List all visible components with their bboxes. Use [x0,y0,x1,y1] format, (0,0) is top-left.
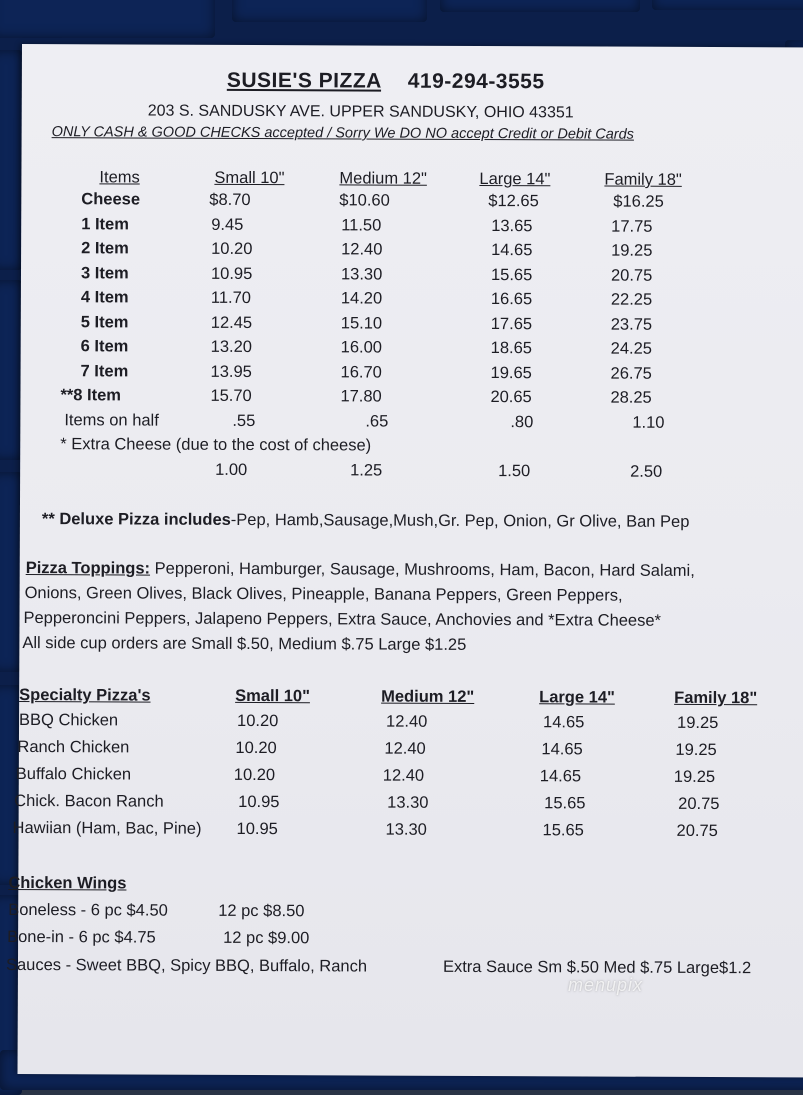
pizza-price-cell: 16.65 [490,290,533,309]
pizza-price-cell: 18.65 [490,339,533,358]
specialty-price-cell: 19.25 [675,740,717,760]
pizza-price-cell: 10.20 [211,239,253,259]
pizza-price-cell: 14.65 [491,241,533,260]
pizza-row-label: 7 Item [80,361,129,380]
pizza-price-cell: 19.25 [611,241,653,260]
pizza-price-cell: 13.20 [210,337,253,357]
wall-tile [0,50,22,270]
pizza-price-cell: 11.50 [341,215,382,235]
pizza-row-label: Cheese [81,190,141,209]
extra-cheese-label: * Extra Cheese (due to the cost of cheese) [60,435,372,455]
pizza-col-header: Large 14" [479,169,551,189]
specialty-col-header: Specialty Pizza's [19,685,151,705]
pizza-price-cell: 13.95 [210,362,252,381]
pizza-price-cell: 14.20 [340,289,383,308]
toppings-line-4: All side cup orders are Small $.50, Medium $.75 Large $1.25 [22,634,467,654]
pizza-price-cell: 13.65 [491,216,533,235]
specialty-price-cell: 10.20 [233,765,276,785]
deluxe-text: -Pep, Hamb,Sausage,Mush,Gr. Pep, Onion, Gr Olive, Ban Pep [230,510,690,531]
specialty-price-cell: 13.30 [385,820,427,839]
extra-cheese-price: 1.25 [350,461,383,480]
pizza-row-label: 6 Item [80,337,129,356]
extra-cheese-price: 1.50 [498,462,531,481]
toppings-line-1 [26,559,695,581]
pizza-price-cell: 15.70 [210,386,252,406]
pizza-row-label: 4 Item [80,288,129,307]
specialty-col-header: Large 14" [539,688,615,707]
specialty-price-cell: 19.25 [673,767,716,787]
specialty-price-cell: 19.25 [677,713,719,733]
menu-paper [5,44,803,1077]
pizza-price-cell: 11.70 [210,288,252,308]
wall-tile [232,0,427,22]
specialty-col-header: Medium 12" [381,687,475,706]
pizza-price-cell: 17.65 [490,314,533,333]
pizza-price-cell: 15.10 [340,313,383,333]
specialty-price-cell: 10.20 [235,738,277,758]
pizza-price-cell: 16.00 [340,338,383,357]
wings-bonein-12: 12 pc $9.00 [223,928,310,948]
payment-note: ONLY CASH & GOOD CHECKS accepted / Sorry We DO NO accept Credit or Debit Cards [51,124,634,143]
extra-cheese-price: 1.00 [215,460,248,479]
pizza-row-label: 5 Item [80,312,129,331]
pizza-col-header: Items [99,168,140,187]
pizza-price-cell: 12.45 [210,313,253,332]
wall-tile [0,280,22,460]
menupix-watermark: menupix [568,975,644,995]
pizza-price-cell: $8.70 [209,190,251,209]
pizza-price-cell: $12.65 [488,192,539,211]
wings-sauces: Sauces - Sweet BBQ, Spicy BBQ, Buffalo, Ranch [5,955,368,976]
pizza-price-cell: .55 [232,411,256,430]
pizza-row-label: 1 Item [81,214,129,233]
pizza-price-cell: 26.75 [610,364,652,383]
pizza-price-cell: .80 [510,412,534,431]
specialty-row-label: BBQ Chicken [19,710,119,730]
wall-tile [652,0,803,10]
specialty-price-cell: 15.65 [544,794,586,813]
specialty-price-cell: 10.20 [237,711,279,731]
wall-tile [440,0,640,12]
specialty-price-cell: 20.75 [676,821,718,841]
pizza-row-label: 2 Item [81,239,129,258]
pizza-price-cell: $10.60 [339,191,390,210]
pizza-price-cell: .65 [365,412,389,431]
specialty-price-cell: 13.30 [387,793,429,812]
deluxe-label: ** Deluxe Pizza includes [41,510,231,529]
pizza-col-header: Medium 12" [339,169,427,188]
wings-boneless-12: 12 pc $8.50 [218,901,305,921]
specialty-price-cell: 12.40 [384,739,426,758]
wings-bonein: Bone-in - 6 pc $4.75 [7,927,156,947]
pizza-price-cell: 16.70 [340,362,382,382]
pizza-price-cell: 22.25 [610,290,653,309]
toppings-text-1: Pepperoni, Hamburger, Sausage, Mushrooms, Ham, Bacon, Hard Salami, [150,559,695,580]
specialty-price-cell: 10.95 [238,792,280,812]
pizza-price-cell: 17.80 [340,387,382,406]
menu-header-title [227,69,545,94]
specialty-col-header: Family 18" [674,688,758,708]
specialty-row-label: Buffalo Chicken [15,764,132,784]
pizza-price-cell: $16.25 [613,192,664,211]
specialty-price-cell: 14.65 [539,767,582,786]
deluxe-note [42,510,690,532]
pizza-price-cell: 20.75 [610,266,653,285]
pizza-price-cell: 20.65 [490,388,532,407]
toppings-label: Pizza Toppings: [25,559,151,578]
specialty-price-cell: 20.75 [678,794,720,814]
wings-boneless: Boneless - 6 pc $4.50 [8,900,168,920]
pizza-price-cell: 1.10 [632,413,665,432]
wall-tile [0,0,215,38]
toppings-line-3: Pepperoncini Peppers, Jalapeno Peppers, Extra Sauce, Anchovies and *Extra Cheese* [23,609,662,630]
pizza-price-cell: 23.75 [610,315,653,334]
restaurant-address: 203 S. SANDUSKY AVE. UPPER SANDUSKY, OHIO 43351 [147,102,574,122]
pizza-price-cell: 19.65 [490,363,532,382]
phone-number: 419-294-3555 [407,69,545,94]
wings-title: Chicken Wings [8,873,127,893]
pizza-price-cell: 15.65 [490,265,533,284]
specialty-price-cell: 12.40 [386,712,428,731]
pizza-row-label: 3 Item [80,263,129,282]
toppings-line-2: Onions, Green Olives, Black Olives, Pineapple, Banana Peppers, Green Peppers, [24,584,623,605]
pizza-price-cell: 24.25 [610,339,653,358]
specialty-price-cell: 14.65 [541,740,583,759]
pizza-row-label: **8 Item [60,386,122,405]
wings-extra-sauce: Extra Sauce Sm $.50 Med $.75 Large$1.2 [442,957,752,978]
specialty-price-cell: 14.65 [543,713,585,732]
pizza-row-label: Items on half [64,410,159,430]
specialty-row-label: Ranch Chicken [17,737,130,757]
pizza-col-header: Small 10" [214,168,285,188]
restaurant-name: SUSIE'S PIZZA [226,68,382,93]
pizza-price-cell: 13.30 [340,264,383,284]
specialty-price-cell: 15.65 [542,821,584,840]
pizza-col-header: Family 18" [604,170,682,189]
specialty-price-cell: 10.95 [236,819,278,839]
pizza-price-cell: 12.40 [341,240,383,259]
specialty-row-label: Chick. Bacon Ranch [14,791,164,811]
pizza-price-cell: 28.25 [610,388,652,407]
pizza-price-cell: 17.75 [611,217,653,236]
pizza-price-cell: 9.45 [211,215,244,234]
pizza-price-cell: 10.95 [210,264,253,283]
specialty-price-cell: 12.40 [382,766,425,785]
specialty-col-header: Small 10" [235,686,310,706]
specialty-row-label: Hawiian (Ham, Bac, Pine) [12,818,202,838]
extra-cheese-price: 2.50 [630,462,663,481]
